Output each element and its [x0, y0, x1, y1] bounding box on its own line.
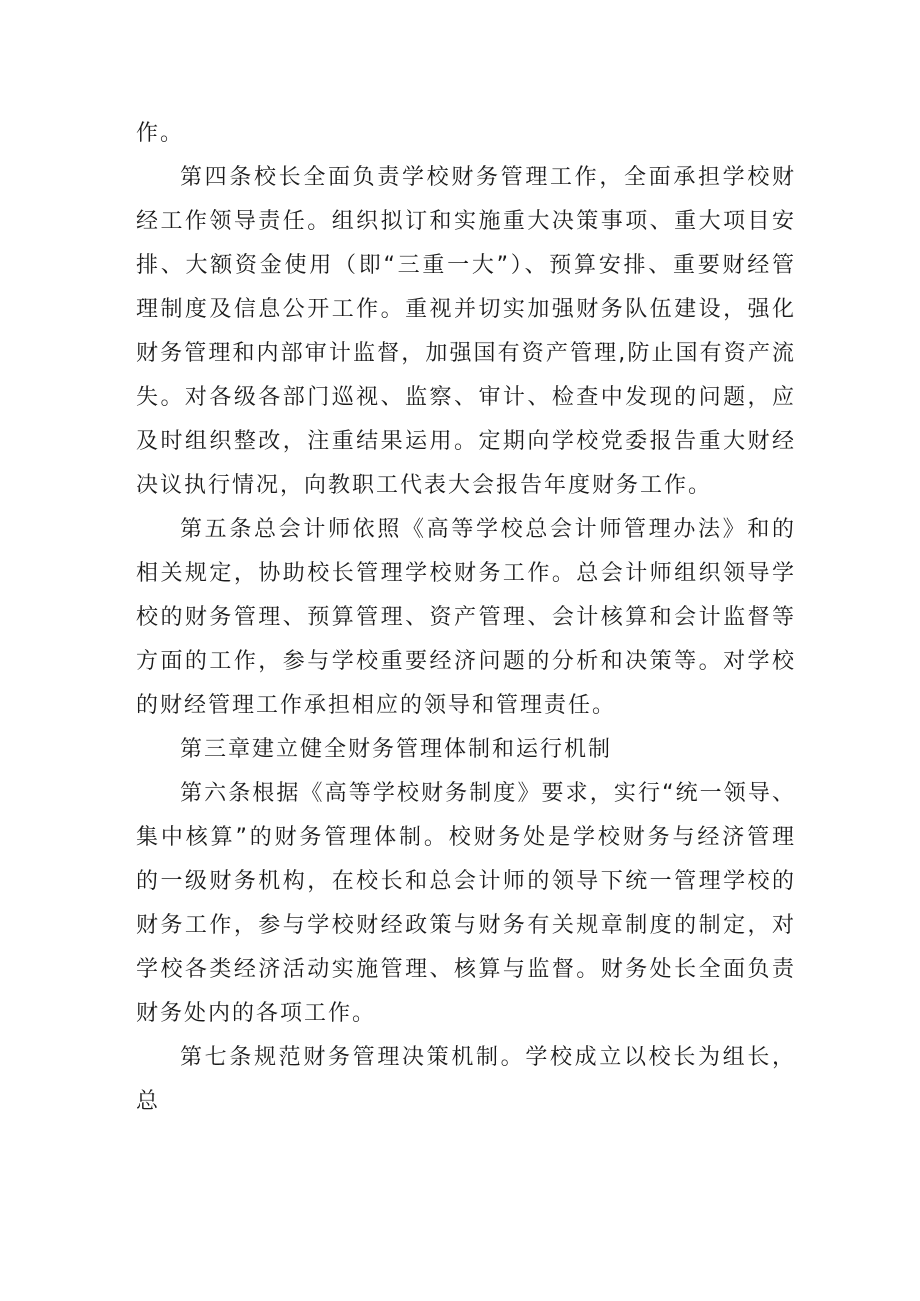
article-4-paragraph: 第四条校长全面负责学校财务管理工作，全面承担学校财经工作领导责任。组织拟订和实施重大决策事项、重大项目安排、大额资金使用（即“三重一大”）、预算安排、重要财经管理制度及信息公开工作。重视并切实加强财务队伍建设，强化财务管理和内部审计监督，加强国有资产管理,防止国有资产流失。对各级各部门巡视、监察、审计、检查中发现的问题，应及时组织整改，注重结果运用。定期向学校党委报告重大财经决议执行情况，向教职工代表大会报告年度财务工作。 — [136, 165, 796, 498]
article-6-paragraph: 第六条根据《高等学校财务制度》要求，实行“统一领导、集中核算”的财务管理体制。校财务处是学校财务与经济管理的一级财务机构，在校长和总会计师的领导下统一管理学校的财务工作，参与学校财经政策与财务有关规章制度的制定，对学校各类经济活动实施管理、核算与监督。财务处长全面负责财务处内的各项工作。 — [136, 781, 796, 1026]
paragraph-continuation: 作。 — [136, 121, 185, 146]
article-7-paragraph: 第七条规范财务管理决策机制。学校成立以校长为组长，总 — [136, 1045, 796, 1114]
article-5-paragraph: 第五条总会计师依照《高等学校总会计师管理办法》和的相关规定，协助校长管理学校财务工作。总会计师组织领导学校的财务管理、预算管理、资产管理、会计核算和会计监督等方面的工作，参与学校重要经济问题的分析和决策等。对学校的财经管理工作承担相应的领导和管理责任。 — [136, 517, 796, 718]
chapter-3-heading: 第三章建立健全财务管理体制和运行机制 — [180, 737, 613, 762]
document-body — [136, 112, 796, 1124]
